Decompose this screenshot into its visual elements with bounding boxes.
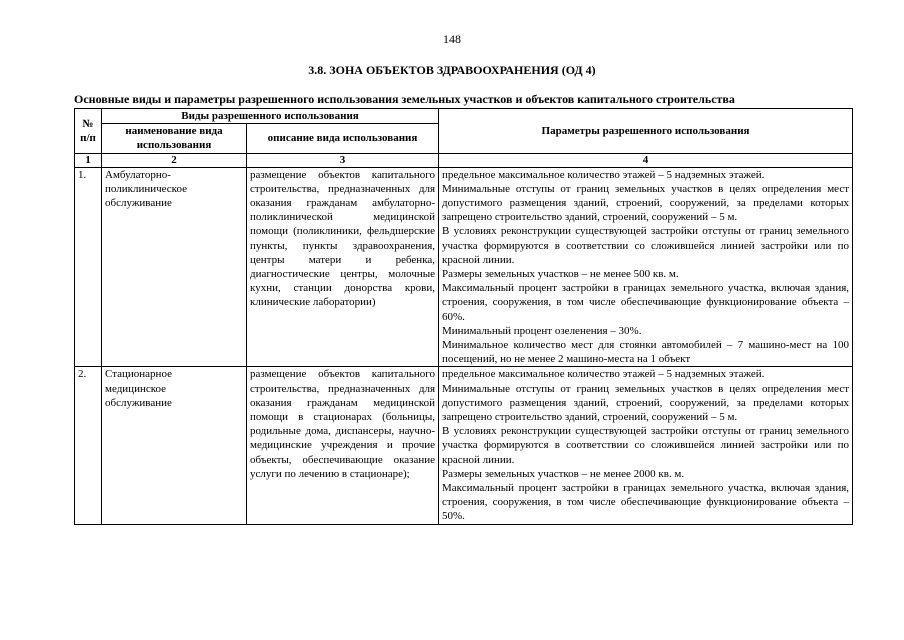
param-line: предельное максимальное количество этажей – 5 надземных этажей. [442, 368, 765, 381]
use-type-description: размещение объектов капитального строительства, предназначенных для оказания гражданам медицинской помощи в стационарах (больницы, родильные дома, диспансеры, научно-медицинские учреждения и прочие объекты, обеспечивающие оказание услуги по лечению в стационаре); [247, 367, 439, 524]
param-line: Размеры земельных участков – не менее 2000 кв. м. [442, 467, 685, 480]
page-number: 148 [443, 32, 461, 46]
table-row [75, 167, 853, 367]
table-caption: Основные виды и параметры разрешенного использования земельных участков и объектов капитального строительства [74, 92, 735, 106]
use-type-name: Стационарное медицинское обслуживание [102, 367, 247, 524]
header-name: наименование вида использования [102, 124, 247, 153]
header-params: Параметры разрешенного использования [439, 109, 853, 154]
column-number: 1 [75, 153, 102, 167]
param-line: Размеры земельных участков – не менее 500 кв. м. [442, 268, 679, 281]
param-line: В условиях реконструкции существующей застройки отступы от границ земельного участка формируются в соответствии со сложившейся линией застройки или по красной линии. [442, 425, 850, 466]
section-title: 3.8. ЗОНА ОБЪЕКТОВ ЗДРАВООХРАНЕНИЯ (ОД 4) [308, 63, 596, 77]
use-type-name: Амбулаторно- поликлиническое обслуживание [102, 167, 247, 367]
row-number: 2. [75, 367, 102, 524]
header-description: описание вида использования [247, 124, 439, 153]
column-number: 2 [102, 153, 247, 167]
header-row [75, 109, 853, 124]
param-line: Минимальный процент озеленения – 30%. [442, 324, 642, 337]
column-number-row [75, 153, 853, 167]
header-num: № п/п [75, 109, 102, 154]
table-row [75, 367, 853, 524]
use-type-description: размещение объектов капитального строительства, предназначенных для оказания гражданам амбулаторно-поликлинической медицинской помощи (поликлиники, фельдшерские пункты, пункты здравоохранения, центры матери и ребенка, диагностические центры, молочные кухни, станции донорства крови, клинические лаборатории) [247, 167, 439, 367]
param-line: Максимальный процент застройки в границах земельного участка, включая здания, строения, сооружения, в том числе обеспечивающие функционирование объекта – 60%. [442, 282, 850, 323]
param-line: Минимальные отступы от границ земельных участков в целях определения мест допустимого размещения зданий, строений, сооружений, за пределами которых запрещено строительство зданий, строений, сооружений – 5 м. [442, 382, 850, 424]
use-params [439, 367, 853, 524]
use-params [439, 167, 853, 367]
param-line: Минимальные отступы от границ земельных участков в целях определения мест допустимого размещения зданий, строений, сооружений, за пределами которых запрещено строительство зданий, строений, сооружений – 5 м. [442, 182, 850, 224]
land-use-table [74, 108, 853, 525]
param-line: предельное максимальное количество этажей – 5 надземных этажей. [442, 168, 765, 181]
header-types-group: Виды разрешенного использования [102, 109, 439, 124]
param-line: Минимальное количество мест для стоянки автомобилей – 7 машино-мест на 100 посещений, но не менее 2 машино-места на 1 объект [442, 339, 850, 366]
param-line: В условиях реконструкции существующей застройки отступы от границ земельного участка формируются в соответствии со сложившейся линией застройки или по красной линии. [442, 225, 850, 266]
row-number: 1. [75, 167, 102, 367]
column-number: 4 [439, 153, 853, 167]
column-number: 3 [247, 153, 439, 167]
param-line: Максимальный процент застройки в границах земельного участка, включая здания, строения, сооружения, в том числе обеспечивающие функционирование объекта – 50%. [442, 482, 850, 523]
